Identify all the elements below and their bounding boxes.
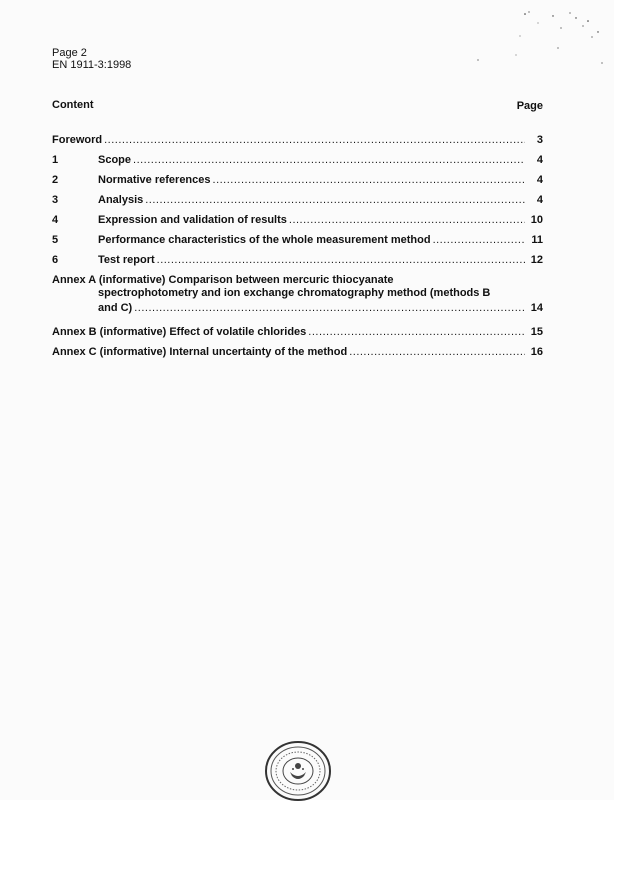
toc-entry-page: 15 (530, 326, 543, 338)
toc-entry-page: 4 (536, 174, 543, 186)
toc-heading-row (52, 99, 543, 111)
toc-entry-page: 3 (536, 134, 543, 146)
toc-entry-page: 4 (536, 194, 543, 206)
toc-entry-annex-a[interactable] (52, 274, 543, 326)
toc-entry-page: 11 (531, 234, 543, 246)
annex-a-title-line1: Annex A (informative) Comparison between mercuric thiocyanate (52, 274, 394, 286)
leader-dots (308, 326, 525, 338)
toc-entry-number: 2 (52, 174, 59, 186)
leader-dots (133, 154, 525, 166)
toc-entry-title: Analysis (98, 194, 144, 206)
leader-dots (289, 214, 525, 226)
leader-dots (349, 346, 525, 358)
toc-page-heading: Page (516, 100, 543, 112)
annex-a-title-line2: spectrophotometry and ion exchange chromatography method (methods B (98, 287, 491, 299)
leader-dots (134, 302, 525, 314)
toc-entry-normative-references[interactable] (52, 174, 543, 194)
leader-dots (145, 194, 525, 206)
annex-a-title-line3: and C) (98, 302, 133, 314)
leader-dots (213, 174, 525, 186)
toc-entry-title: Expression and validation of results (98, 214, 287, 226)
leader-dots (157, 254, 525, 266)
toc-entry-analysis[interactable] (52, 194, 543, 214)
toc-entry-number: 3 (52, 194, 59, 206)
standard-designation: EN 1911-3:1998 (52, 59, 132, 71)
toc-entry-scope[interactable] (52, 154, 543, 174)
toc-entry-title: Performance characteristics of the whole measurement method (98, 234, 431, 246)
official-seal-stamp (264, 740, 332, 802)
toc-entry-expression-validation[interactable] (52, 214, 543, 234)
toc-entry-page: 16 (530, 346, 543, 358)
toc-entry-page: 4 (536, 154, 543, 166)
page-number: Page 2 (52, 47, 87, 59)
scan-noise-marks (458, 8, 608, 68)
toc-entry-annex-c[interactable] (52, 346, 543, 366)
toc-entry-number: 1 (52, 154, 59, 166)
toc-entry-annex-b[interactable] (52, 326, 543, 346)
toc-entry-number: 6 (52, 254, 59, 266)
toc-entry-page: 14 (530, 302, 543, 314)
leader-dots (433, 234, 525, 246)
toc-entry-number: 5 (52, 234, 59, 246)
table-of-contents (52, 134, 543, 366)
toc-entry-title: Normative references (98, 174, 211, 186)
toc-entry-number: 4 (52, 214, 59, 226)
toc-entry-title: Test report (98, 254, 155, 266)
toc-entry-page: 10 (530, 214, 543, 226)
toc-entry-page: 12 (530, 254, 543, 266)
toc-entry-test-report[interactable] (52, 254, 543, 274)
toc-entry-title: Annex C (informative) Internal uncertainty of the method (52, 346, 348, 358)
toc-entry-title: Annex B (informative) Effect of volatile chlorides (52, 326, 307, 338)
toc-heading: Content (52, 99, 94, 111)
toc-entry-title: Scope (98, 154, 132, 166)
page-header (52, 47, 131, 71)
toc-entry-foreword[interactable] (52, 134, 543, 154)
leader-dots (104, 134, 525, 146)
toc-entry-title: Foreword (52, 134, 103, 146)
toc-entry-performance-characteristics[interactable] (52, 234, 543, 254)
